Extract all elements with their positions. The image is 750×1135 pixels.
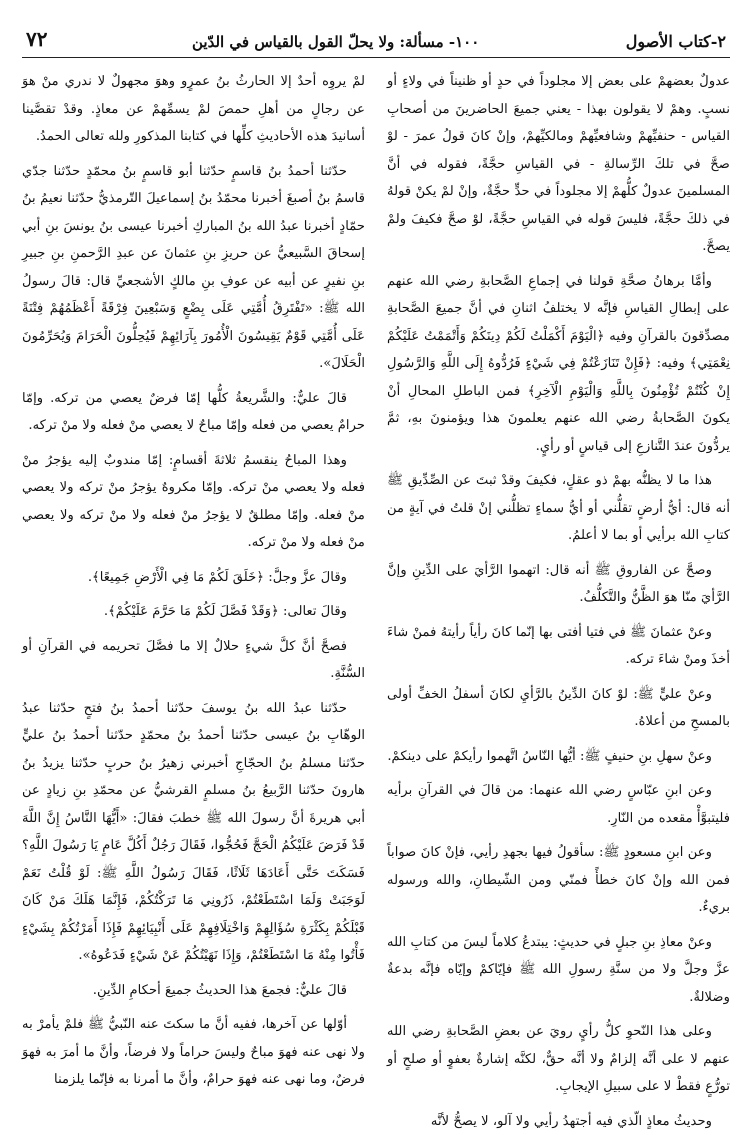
paragraph: قالَ عليٌّ: والشَّريعةُ كلُّها إمّا فرضٌ يعصي من تركه. وإمّا حرامٌ يعصي من فعله وإمّا مباحٌ لا يعصي منْ فعله ولا منْ تركه. bbox=[22, 385, 365, 440]
paragraph: وقالَ عزَّ وجلَّ: ﴿خَلَقَ لَكُمْ مَا فِي الْأَرْضِ جَمِيعًا﴾. bbox=[22, 564, 365, 592]
paragraph: لمْ يروِه أحدٌ إلا الحارثُ بنُ عمرٍو وهوَ مجهولٌ لا ندري منْ هوَ عن رجالٍ من أهلِ حمصَ لمْ يسمِّهمْ عن معاذٍ. وقدْ تقصَّينا أسانيدَ هذه الأحاديثِ كلِّها في كتابنا المذكورِ ولله تعالى الحمدُ. bbox=[22, 68, 365, 151]
book-title: ٢-كتاب الأصول bbox=[626, 32, 730, 51]
paragraph: وعنْ معاذِ بنِ جبلٍ في حديثٍ: يبتدعُ كلاماً ليسَ من كتابِ الله عزَّ وجلَّ ولا من سنَّةِ رسولِ الله ﷺ فإيّاكمْ وإيّاه فإنَّه بدعةٌ وضلالةٌ. bbox=[387, 929, 730, 1012]
paragraph: وعنْ عليٍّ ﷺ: لوْ كانَ الدِّينُ بالرَّأيِ لكانَ أسفلُ الخفِّ أولى بالمسحِ من أعلاهُ. bbox=[387, 681, 730, 736]
paragraph: وعنْ عثمانَ ﷺ في فتيا أفتى بها إنّما كانَ رأياً رأيتهُ فمنْ شاءَ أخذَ ومنْ شاءَ تركه. bbox=[387, 619, 730, 674]
paragraph: حدّثنا أحمدُ بنُ قاسمٍ حدّثنا أبو قاسمٍ بنُ محمّدٍ حدّثنا جدّي قاسمُ بنُ أصبغَ أخبرنا محمّدُ بنُ إسماعيلَ التّرمذيُّ حدّثنا نعيمُ بنُ حمّادٍ أخبرنا عبدُ الله بنُ المباركِ أخبرنا عيسى بنُ يونسَ بنِ أبي إسحاقَ السَّبيعيُّ عن حريزِ بنِ عثمانَ عن عبدِ الرَّحمنِ بنِ جبيرِ بنِ نفيرٍ عن أبيه عن عوفِ بنِ مالكٍ الأشجعيِّ قال: قالَ رسولُ الله ﷺ: «تَفْتَرِقُ أُمَّتِي عَلَى بِضْعٍ وَسَبْعِينَ فِرْقَةً أَعْظَمُهُمْ فِتْنَةً عَلَى أُمَّتِي قَوْمٌ يَقِيسُونَ الْأُمُورَ بِآرَائِهِمْ فَيُحِلُّونَ الْحَرَامَ وَيُحَرِّمُونَ الْحَلَالَ». bbox=[22, 158, 365, 378]
paragraph: وأمَّا برهانُ صحَّةِ قولنا في إجماعِ الصَّحابةِ رضي الله عنهم على إبطالِ القياسِ فإنَّه لا يختلفُ اثنانِ في أنَّ جميعَ الصَّحابةِ مصدِّقونَ بالقرآنِ وفيه ﴿الْيَوْمَ أَكْمَلْتُ لَكُمْ دِينَكُمْ وَأَتْمَمْتُ عَلَيْكُمْ نِعْمَتِي﴾ وفيه: ﴿فَإِنْ تَنَازَعْتُمْ فِي شَيْءٍ فَرُدُّوهُ إِلَى اللَّهِ وَالرَّسُولِ إِنْ كُنْتُمْ تُؤْمِنُونَ بِاللَّهِ وَالْيَوْمِ الْآخِرِ﴾ فمن الباطلِ المحالِ أنْ يكونَ الصَّحابةُ رضي الله عنهم يعلمونَ هذا ويؤمنونَ بهِ، ثمَّ يردُّونَ عندَ التَّنازعِ إلى قياسٍ أو رأيٍ. bbox=[387, 268, 730, 461]
paragraph: عدولٌ بعضهمْ على بعض إلا مجلوداً في حدٍ أو ظنيناً في ولاءٍ أو نسبٍ. وهمْ لا يقولون بهذا - يعني جميعَ الحاضرينَ من أصحابِ القياس - حنفيِّهمْ وشافعيِّهمْ ومالكيِّهمْ، وإنْ كانَ قولُ عمرَ - لوْ صحَّ في تلكَ الرِّسالةِ - في القياسِ حجَّةً، فقوله في أنَّ المسلمينَ عدولٌ كلُّهمْ إلا مجلوداً في حدٍّ حجَّةٌ، وإنْ لمْ يكنْ قولهُ في ذلكَ حجَّةً، فليسَ قوله في القياسِ حجَّةً، لوْ صحَّ فكيفَ ولمْ يصحَّ. bbox=[387, 68, 730, 261]
paragraph: هذا ما لا يظنُّه بهمْ ذو عقلٍ، فكيفَ وقدْ ثبتَ عن الصِّدِّيقِ ﷺ أنه قال: أيُّ أرضٍ تقلُّني أو أيُّ سماءٍ تظلُّني إنْ قلتُ في آيةٍ من كتابِ الله برأيي أو بما لا أعلمُ. bbox=[387, 467, 730, 550]
paragraph: فصحَّ أنَّ كلَّ شيءٍ حلالٌ إلا ما فصَّلَ تحريمه في القرآنِ أو السُّنَّةِ. bbox=[22, 633, 365, 688]
page-header bbox=[22, 0, 730, 58]
running-title: ١٠٠- مسألة: ولا يحلّ القول بالقياس في الدّين bbox=[192, 33, 479, 51]
text-columns bbox=[22, 58, 730, 1098]
right-column bbox=[387, 68, 730, 1098]
left-column bbox=[22, 68, 365, 1098]
paragraph: وقالَ تعالى: ﴿وَقَدْ فَصَّلَ لَكُمْ مَا حَرَّمَ عَلَيْكُمْ﴾. bbox=[22, 598, 365, 626]
paragraph: وعن ابنِ عبّاسٍ رضي الله عنهما: من قالَ في القرآنِ برأيه فليتبوَّأْ مقعده من النّارِ. bbox=[387, 777, 730, 832]
paragraph: وعنْ سهلِ بنِ حنيفٍ ﷺ: أيُّها النّاسُ اتَّهموا رأيكمْ على دينكمْ. bbox=[387, 743, 730, 771]
paragraph: وحديثُ معاذٍ الّذي فيه أجتهدُ رأيي ولا آلو، لا يصحُّ لأنَّه bbox=[387, 1108, 730, 1135]
paragraph: وصحَّ عن الفاروقِ ﷺ أنه قال: اتهموا الرَّأيَ على الدِّينِ وإنَّ الرَّأيَ منّا هوَ الظَّنُّ والتَّكلُّفُ. bbox=[387, 557, 730, 612]
paragraph: وعن ابنِ مسعودٍ ﷺ: سأقولُ فيها بجهدِ رأيي، فإنْ كانَ صواباً فمن الله وإنْ كانَ خطأً فمنّي ومن الشّيطانِ، والله ورسوله بريءٌ. bbox=[387, 839, 730, 922]
page-number: ٧٢ bbox=[22, 27, 47, 51]
paragraph: حدّثنا عبدُ الله بنُ يوسفَ حدّثنا أحمدُ بنُ فتحٍ حدّثنا عبدُ الوهّابِ بنُ عيسى حدّثنا أحمدُ بنُ محمّدٍ حدّثنا أحمدُ بنُ عليٍّ حدّثنا مسلمُ بنُ الحجّاجِ أخبرني زهيرُ بنُ حربٍ حدّثنا يزيدُ بنُ هارونَ حدّثنا الرَّبيعُ بنُ مسلمٍ القرشيُّ عن محمّدِ بنِ زيادٍ عن أبي هريرةَ أنَّ رسولَ الله ﷺ خطبَ فقالَ: «أَيُّهَا النَّاسُ إِنَّ اللَّهَ قَدْ فَرَضَ عَلَيْكُمُ الْحَجَّ فَحُجُّوا، فَقَالَ رَجُلٌ أَكُلَّ عَامٍ يَا رَسُولَ اللَّهِ؟ فَسَكَتَ حَتَّى أَعَادَهَا ثَلَاثًا، فَقَالَ رَسُولُ اللَّهِ ﷺ: لَوْ قُلْتُ نَعَمْ لَوَجَبَتْ وَلَمَا اسْتَطَعْتُمْ، ذَرُونِي مَا تَرَكْتُكُمْ، فَإِنَّمَا هَلَكَ مَنْ كَانَ قَبْلَكُمْ بِكَثْرَةِ سُؤَالِهِمْ وَاخْتِلَافِهِمْ عَلَى أَنْبِيَائِهِمْ فَإِذَا أَمَرْتُكُمْ بِشَيْءٍ فَأْتُوا مِنْهُ مَا اسْتَطَعْتُمْ، وَإِذَا نَهَيْتُكُمْ عَنْ شَيْءٍ فَدَعُوهُ». bbox=[22, 695, 365, 970]
paragraph: وهذا المباحُ ينقسمُ ثلاثةَ أقسامٍ: إمّا مندوبٌ إليه يؤجرُ منْ فعله ولا يعصي منْ تركه. وإمّا مكروهٌ يؤجرُ منْ تركه ولا يعصي منْ فعله. وإمّا مطلقٌ لا يؤجرُ منْ فعله ولا منْ تركه ولا يعصي منْ فعله ولا منْ تركه. bbox=[22, 447, 365, 557]
paragraph: قالَ عليٌّ: فجمعَ هذا الحديثُ جميعَ أحكامِ الدِّينِ. bbox=[22, 977, 365, 1005]
paragraph: أوّلها عن آخرها، ففيه أنَّ ما سكتَ عنه النّبيُّ ﷺ فلمْ يأمرْ به ولا نهى عنه فهوَ مباحٌ وليسَ حراماً ولا فرضاً، وأنَّ ما أمرَ به فهوَ فرضٌ، وما نهى عنه فهوَ حرامٌ، وأنَّ ما أمرنا به فإنّما يلزمنا bbox=[22, 1011, 365, 1094]
paragraph: وعلى هذا النّحوِ كلُّ رأيٍ رويَ عن بعضِ الصَّحابةِ رضي الله عنهم لا على أنَّه إلزامٌ ولا أنَّه حقٌّ، لكنَّه إشارةٌ بعفوٍ أو صلحٍ أو تورُّعٍ فقطْ لا على سبيلِ الإيجابِ. bbox=[387, 1018, 730, 1101]
